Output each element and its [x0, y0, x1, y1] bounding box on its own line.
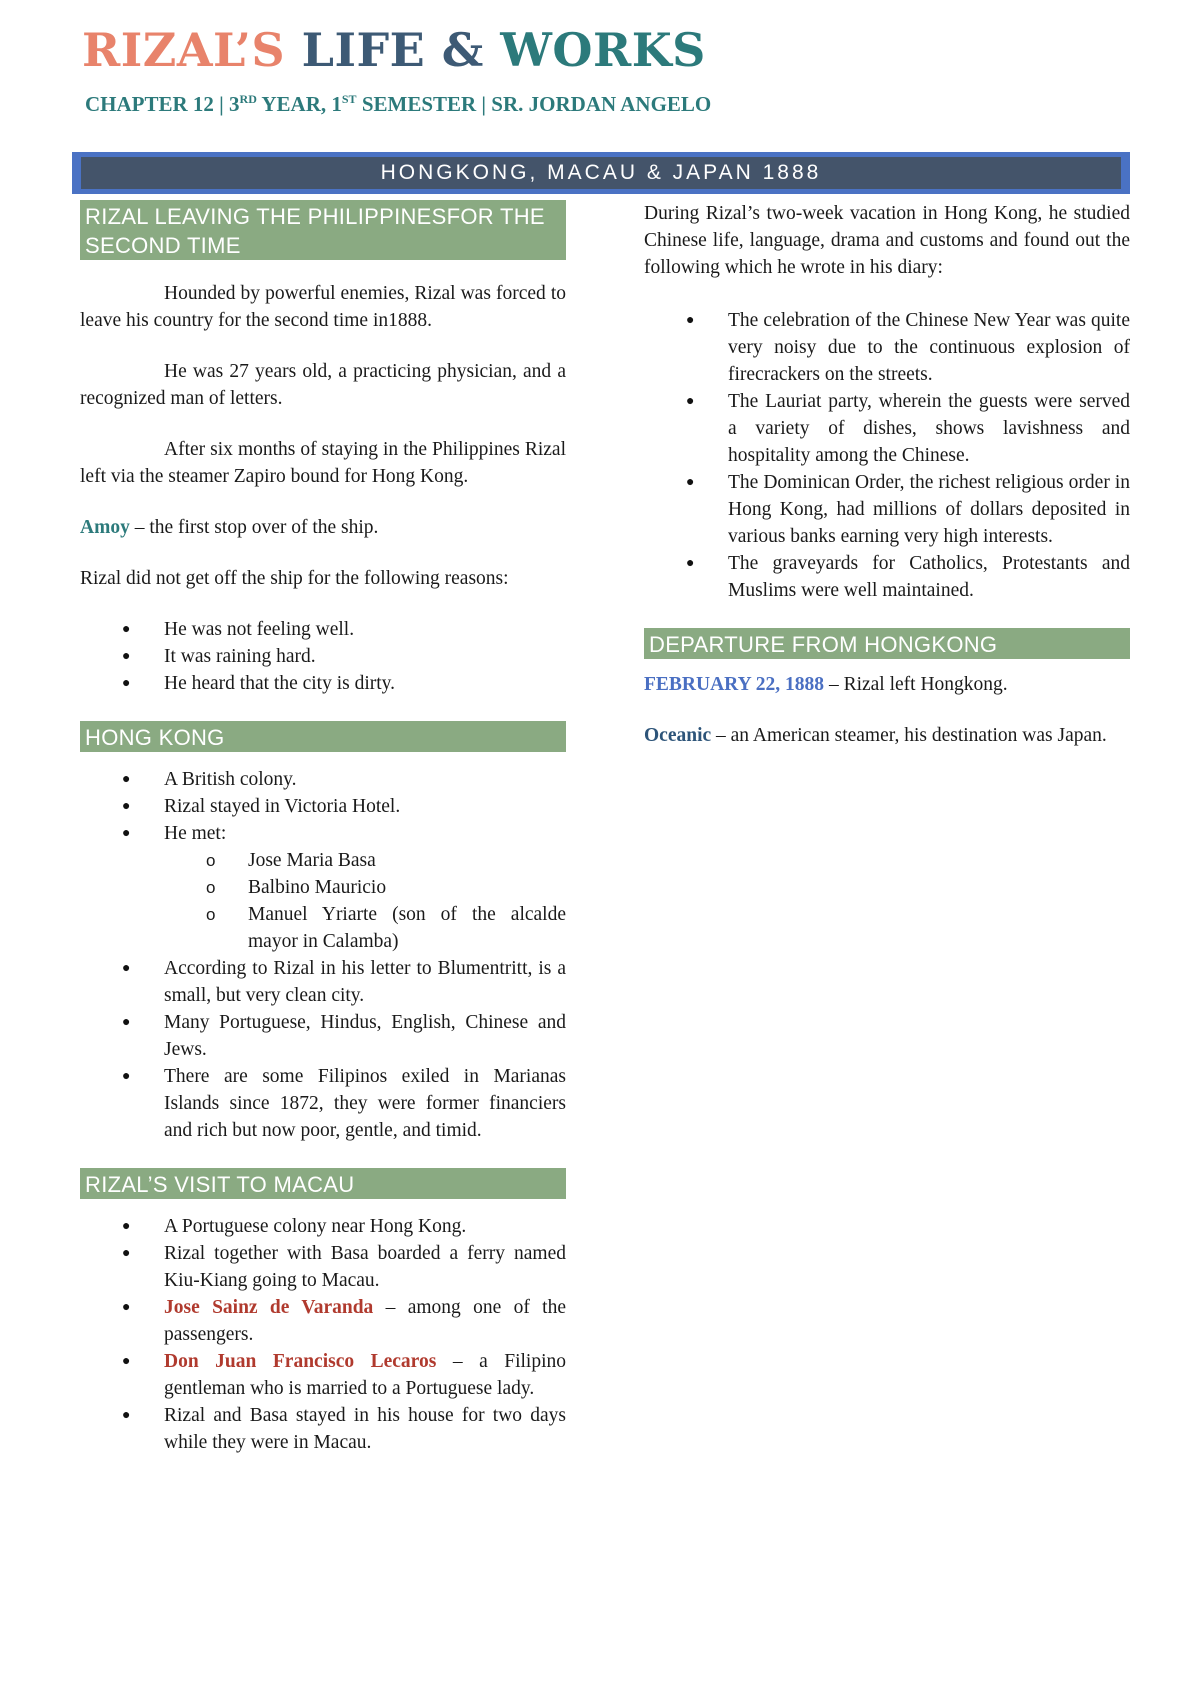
list-item: ● Many Portuguese, Hindus, English, Chinese and Jews. — [80, 1009, 566, 1063]
jose-sainz-definition: – among one of the passengers. — [164, 1297, 567, 1345]
title-part-life: LIFE & — [301, 23, 501, 77]
list-item: ● It was raining hard. — [80, 643, 566, 670]
term-departure-date: FEBRUARY 22, 1888 — [644, 674, 825, 695]
section-heading-hongkong: HONG KONG — [80, 721, 566, 752]
list-item: o Balbino Mauricio — [164, 874, 566, 901]
term-oceanic: Oceanic — [644, 725, 712, 746]
list-item: ● There are some Filipinos exiled in Marianas Islands since 1872, they were former financiers and rich but now poor, gentle, and timid. — [80, 1063, 566, 1144]
topic-banner-text: HONGKONG, MACAU & JAPAN 1888 — [81, 157, 1121, 189]
amoy-definition: – the first stop over of the ship. — [129, 517, 379, 538]
section-heading-departure: DEPARTURE FROM HONGKONG — [644, 628, 1130, 659]
paragraph-oceanic — [644, 722, 1130, 749]
document-title — [82, 20, 706, 80]
left-column — [80, 200, 566, 1480]
paragraph-six-months: After six months of staying in the Philippines Rizal left via the steamer Zapiro bound for Hong Kong. — [80, 439, 566, 487]
subtitle-semester: SEMESTER | SR. JORDAN ANGELO — [356, 92, 712, 116]
list-item: ● He was not feeling well. — [80, 616, 566, 643]
he-met-label: He met: — [164, 823, 227, 844]
don-juan-definition: – a Filipino gentleman who is married to a Portuguese lady. — [164, 1351, 566, 1399]
subtitle-chapter: CHAPTER 12 | 3 — [85, 92, 240, 116]
oceanic-definition: – an American steamer, his destination was Japan. — [711, 725, 1107, 746]
document-subtitle — [85, 92, 711, 117]
list-item: o Manuel Yriarte (son of the alcalde mayor in Calamba) — [164, 901, 566, 955]
term-jose-sainz: Jose Sainz de Varanda — [164, 1297, 374, 1318]
list-item: ● A Portuguese colony near Hong Kong. — [80, 1213, 566, 1240]
list-item: ● The graveyards for Catholics, Protestants and Muslims were well maintained. — [644, 550, 1130, 604]
list-item: ● Rizal and Basa stayed in his house for two days while they were in Macau. — [80, 1402, 566, 1456]
diary-findings-list — [644, 307, 1130, 604]
list-item: ● The Lauriat party, wherein the guests were served a variety of dishes, shows lavishness and hospitality among the Chinese. — [644, 388, 1130, 469]
list-item: ● Rizal together with Basa boarded a ferry named Kiu-Kiang going to Macau. — [80, 1240, 566, 1294]
paragraph-departure-date — [644, 671, 1130, 698]
hongkong-list — [80, 766, 566, 1144]
topic-banner — [72, 152, 1130, 194]
section-heading-leaving: RIZAL LEAVING THE PHILIPPINESFOR THE SECOND TIME — [80, 200, 566, 260]
paragraph-age: He was 27 years old, a practicing physician, and a recognized man of letters. — [80, 361, 566, 409]
title-part-rizals: RIZAL’S — [82, 23, 302, 77]
list-item: ● The celebration of the Chinese New Year was quite very noisy due to the continuous explosion of firecrackers on the streets. — [644, 307, 1130, 388]
list-item: ● According to Rizal in his letter to Blumentritt, is a small, but very clean city. — [80, 955, 566, 1009]
subtitle-sup-rd: RD — [239, 92, 257, 106]
list-item: ● He heard that the city is dirty. — [80, 670, 566, 697]
subtitle-year: YEAR, 1 — [256, 92, 342, 116]
list-item — [80, 820, 566, 955]
list-item: ● A British colony. — [80, 766, 566, 793]
list-item: ● The Dominican Order, the richest religious order in Hong Kong, had millions of dollars deposited in various banks earning very high interests. — [644, 469, 1130, 550]
list-item — [80, 1294, 566, 1348]
macau-list — [80, 1213, 566, 1456]
list-item: o Jose Maria Basa — [164, 847, 566, 874]
subtitle-sup-st: ST — [341, 92, 357, 106]
paragraph-reasons-intro: Rizal did not get off the ship for the following reasons: — [80, 568, 509, 589]
paragraph-hounded: Hounded by powerful enemies, Rizal was forced to leave his country for the second time in1888. — [80, 283, 566, 331]
reasons-list — [80, 616, 566, 697]
departure-date-definition: – Rizal left Hongkong. — [824, 674, 1008, 695]
right-column — [644, 200, 1130, 773]
section-heading-macau: RIZAL’S VISIT TO MACAU — [80, 1168, 566, 1199]
paragraph-vacation-intro: During Rizal’s two-week vacation in Hong Kong, he studied Chinese life, language, drama and customs and found out the following which he wrote in his diary: — [644, 203, 1130, 278]
list-item: ● Rizal stayed in Victoria Hotel. — [80, 793, 566, 820]
term-don-juan: Don Juan Francisco Lecaros — [164, 1351, 437, 1372]
term-amoy: Amoy — [80, 517, 130, 538]
title-part-works: WORKS — [500, 23, 706, 77]
paragraph-amoy — [80, 514, 566, 541]
met-people-list — [164, 847, 566, 955]
list-item — [80, 1348, 566, 1402]
